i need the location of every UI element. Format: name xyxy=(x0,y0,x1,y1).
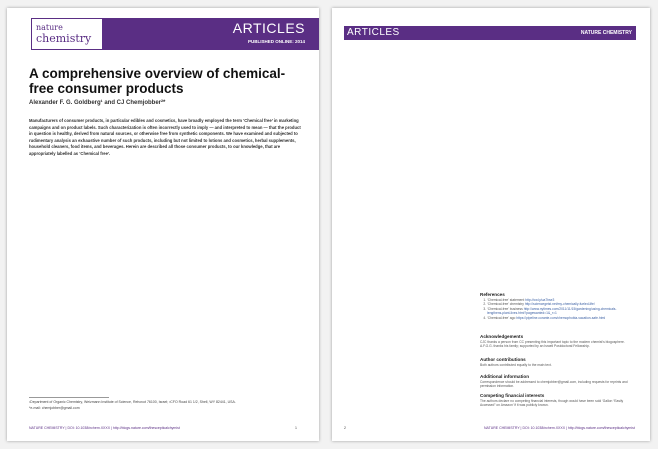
competing-interests-text: The authors declare no competing financial interests, though would have been sold ‘Gallon “Easily Accessed” on Amazon’ if it was publicly known. xyxy=(480,399,624,408)
logo-line-nature: nature xyxy=(36,23,63,32)
references-heading: References xyxy=(480,292,505,297)
section-label: ARTICLES xyxy=(347,27,400,38)
logo-line-chemistry: chemistry xyxy=(36,32,92,45)
reference-item: 2. ‘Chemical-free’ chemistry http://sciencegeist.net/my-chemically-fueled-life/ xyxy=(487,302,630,306)
acknowledgements-text: CJC thanks a person from CC presenting this important topic to the modern chemist’s blogosphere. A.F.G.G. thanks his family; supported by an Israeli Postdoctoral Fellowship. xyxy=(480,340,625,349)
page-number: 2 xyxy=(344,426,346,430)
acknowledgements-section xyxy=(480,334,630,349)
competing-interests-section xyxy=(480,393,630,408)
page-number: 1 xyxy=(295,426,297,430)
page-one xyxy=(7,8,319,441)
journal-name: NATURE CHEMISTRY xyxy=(580,30,632,36)
contributions-text: Both authors contributed equally to the main text. xyxy=(480,363,552,367)
email-footnote: *e-mail: chemjobber@gmail.com xyxy=(29,406,80,410)
reference-link[interactable]: http://ow.ly/ua7hse3 xyxy=(525,298,555,302)
reference-link[interactable]: http://sciencegeist.net/my-chemically-fueled-life/ xyxy=(524,302,595,307)
page-footer: NATURE CHEMISTRY | DOI: 10.1038/nchem.XXXX | http://blogs.nature.com/thescepticalchymist xyxy=(29,426,180,430)
reference-item: 3. ‘Chemical-free’ business http://www.nytimes.com/2011/11/15/gardening/using-chemicals-lengthens-plant-lives.html?pagewanted=1&_r=1 xyxy=(487,307,630,316)
reference-item: 1. ‘Chemical-free’ statement http://ow.ly/ua7hse3 xyxy=(487,298,630,302)
affiliation-footnote: ¹Department of Organic Chemistry, Weizmann Institute of Science, Rehovot 76100, Israel; ²CFO Road 61 1/2, Shell, WY 82441, USA. xyxy=(29,400,236,404)
article-title: A comprehensive overview of chemical-free consumer products xyxy=(29,66,286,96)
contributions-heading: Author contributions xyxy=(480,357,526,362)
journal-logo xyxy=(31,18,103,50)
reference-link[interactable]: http://www.nytimes.com/2011/11/15/gardening/using-chemicals-lengthens-plant-lives.html?pagewanted=1&_r=1 xyxy=(487,306,617,316)
journal-banner xyxy=(344,26,636,40)
page-footer: NATURE CHEMISTRY | DOI: 10.1038/nchem.XXXX | http://blogs.nature.com/thescepticalchymist xyxy=(484,426,635,430)
acknowledgements-heading: Acknowledgements xyxy=(480,334,524,339)
references-section xyxy=(480,292,630,320)
reference-list xyxy=(480,298,630,320)
contributions-section xyxy=(480,357,630,367)
additional-info-section xyxy=(480,374,630,389)
reference-link[interactable]: https://pipeline.corante.com/chemophobia-vacation-safe.html xyxy=(516,315,606,320)
journal-banner xyxy=(31,18,319,50)
published-date: PUBLISHED ONLINE: 2014 xyxy=(247,39,305,44)
section-label: ARTICLES xyxy=(232,20,305,36)
reference-item: 4. ‘Chemical-free’ ago https://pipeline.corante.com/chemophobia-vacation-safe.html xyxy=(487,316,630,320)
page-two xyxy=(332,8,650,441)
competing-interests-heading: Competing financial interests xyxy=(480,393,545,398)
additional-info-heading: Additional information xyxy=(480,374,529,379)
footnote-divider xyxy=(29,397,109,398)
author-list: Alexander F. G. Goldberg¹ and CJ Chemjobber²* xyxy=(29,100,166,106)
abstract: Manufacturers of consumer products, in particular edibles and cosmetics, have broadly employed the term ‘Chemical free’ in marketing campaigns and on product labels. Such characterization is often incorrectly used to imply — and interpreted to mean — that the product in question is healthy, derived from natural sources, or otherwise free from synthetic components. We have examined and subjected to rudimentary analysis an exhaustive number of such products, including but not limited to lotions and cosmetics, herbal supplements, household cleaners, food items, and beverages. Herein are described all those consumer products, to our knowledge, that are appropriately labelled as ‘Chemical free’. xyxy=(29,118,301,156)
additional-info-text: Correspondence should be addressed to chemjobber@gmail.com, including requests for reprints and permission information. xyxy=(480,380,628,389)
